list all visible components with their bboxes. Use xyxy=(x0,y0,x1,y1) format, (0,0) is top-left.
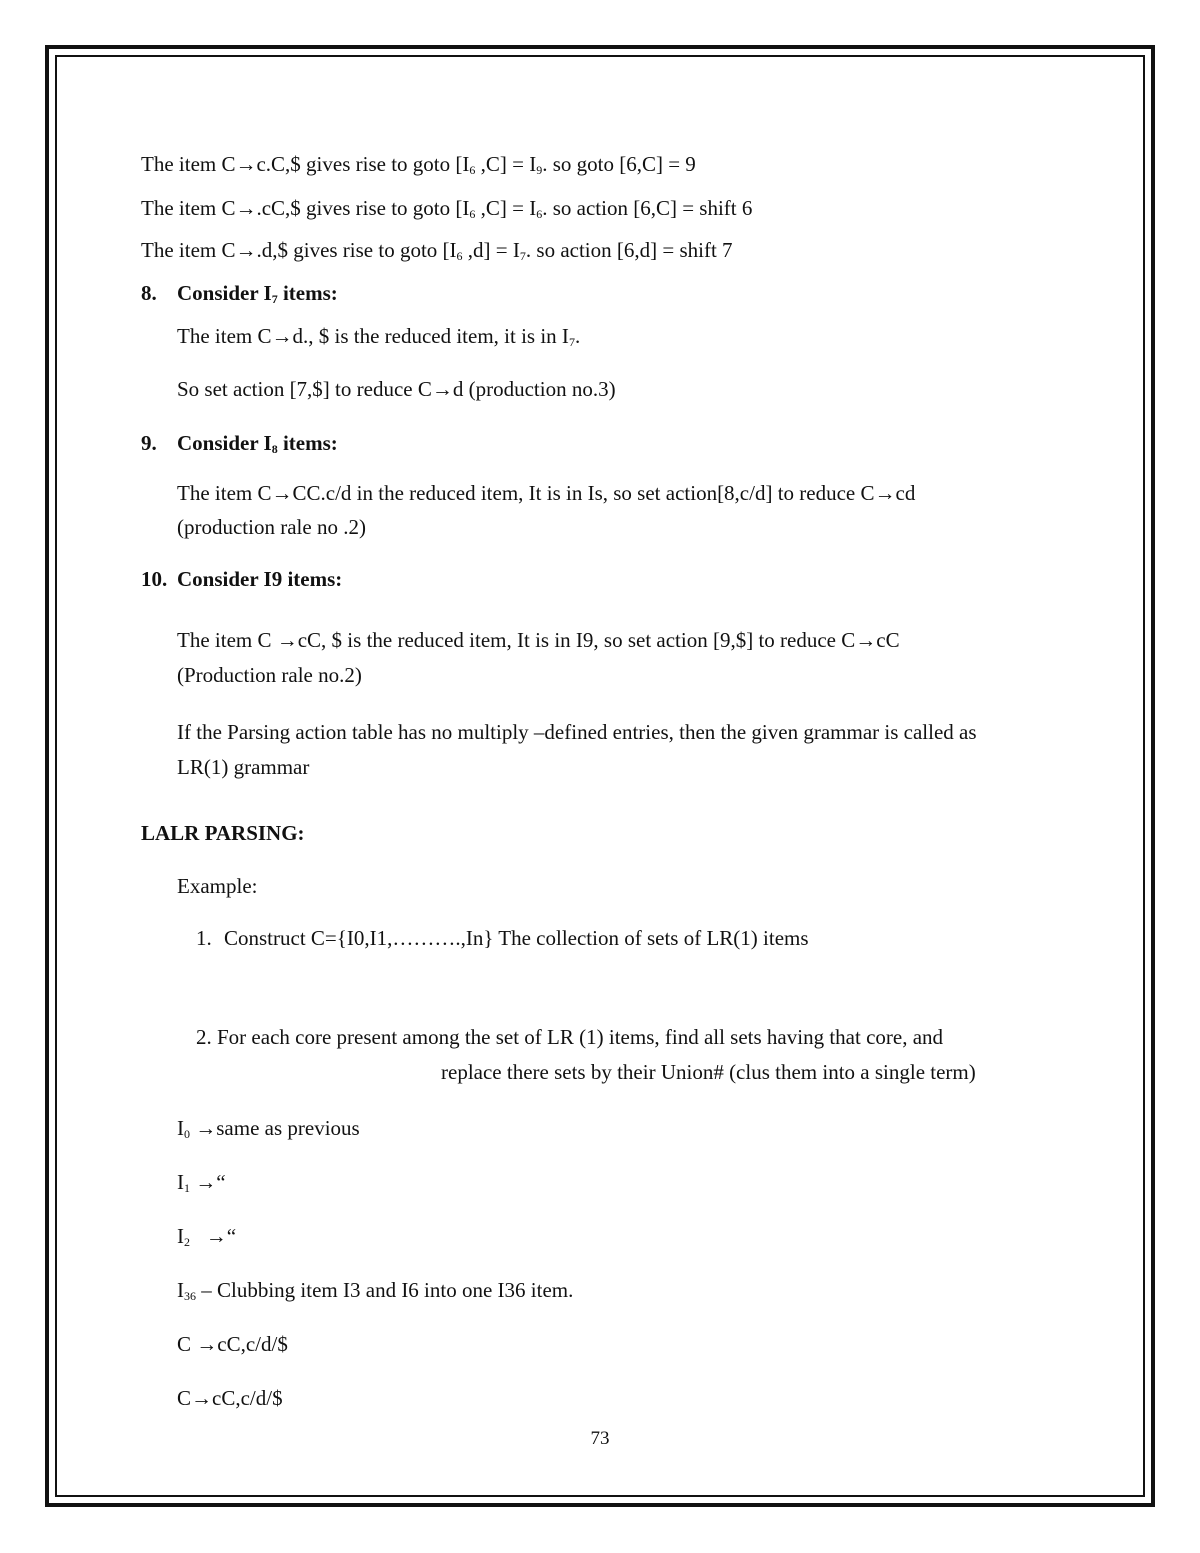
section-10-text-4: LR(1) grammar xyxy=(177,755,310,779)
rule-1: C →cC,c/d/$ xyxy=(177,1332,288,1356)
section-9-heading: Consider $I_8$ items: xyxy=(177,431,338,456)
lalr-step-1: Construct C={I0,I1,……….,In} The collection of sets of LR(1) items xyxy=(224,926,809,950)
lalr-heading: LALR PARSING: xyxy=(141,821,305,845)
lalr-step-1-number: 1. xyxy=(196,926,212,950)
lalr-example: Example: xyxy=(177,874,258,898)
section-8-number: 8. xyxy=(141,281,157,305)
goto-line-2: The item C→.cC,$ gives rise to goto [$I_6$ $,C] = I_6$. so action [6,C] = shift 6 xyxy=(141,196,753,221)
lalr-step-2: 2. For each core present among the set of LR (1) items, find all sets having that core, and xyxy=(196,1025,944,1049)
state-i2-line: $I_2$ →“ xyxy=(177,1224,237,1249)
state-i1-line: $I_1$ →“ xyxy=(177,1170,226,1195)
section-9-text-2: (production rale no .2) xyxy=(177,515,366,539)
section-8-text-2: So set action [7,$] to reduce C→d (production no.3) xyxy=(177,377,616,401)
section-8-text-1: The item C→d., $ is the reduced item, it is in $I_7$. xyxy=(177,324,581,349)
goto-line-1: The item C→c.C,$ gives rise to goto [$I_6$ $,C] = I_9$. so goto [6,C] = 9 xyxy=(141,152,696,177)
page-number: 73 xyxy=(590,1428,610,1449)
goto-line-3: The item C→.d,$ gives rise to goto [$I_6$ $,d] = I_7$. so action [6,d] = shift 7 xyxy=(141,238,733,263)
rule-2: C→cC,c/d/$ xyxy=(177,1386,283,1410)
section-10-text-3: If the Parsing action table has no multiply –defined entries, then the given grammar is called as xyxy=(177,720,977,744)
section-10-heading: Consider I9 items: xyxy=(177,567,343,591)
section-8-heading: Consider $I_7$ items: xyxy=(177,281,338,306)
section-9-text-1: The item C→CC.c/d in the reduced item, It is in Is, so set action[8,c/d] to reduce C→cd xyxy=(177,481,916,505)
state-i36-line: $I_{36}$ – Clubbing item I3 and I6 into one I36 item. xyxy=(177,1278,574,1303)
lalr-step-2-continued: replace there sets by their Union# (clus them into a single term) xyxy=(441,1060,976,1084)
section-10-text-2: (Production rale no.2) xyxy=(177,663,362,687)
section-10-number: 10. xyxy=(141,567,168,591)
section-9-number: 9. xyxy=(141,431,157,455)
state-i0-line: $I_0$ →same as previous xyxy=(177,1116,360,1141)
section-10-text-1: The item C →cC, $ is the reduced item, It is in I9, so set action [9,$] to reduce C→cC xyxy=(177,628,900,652)
